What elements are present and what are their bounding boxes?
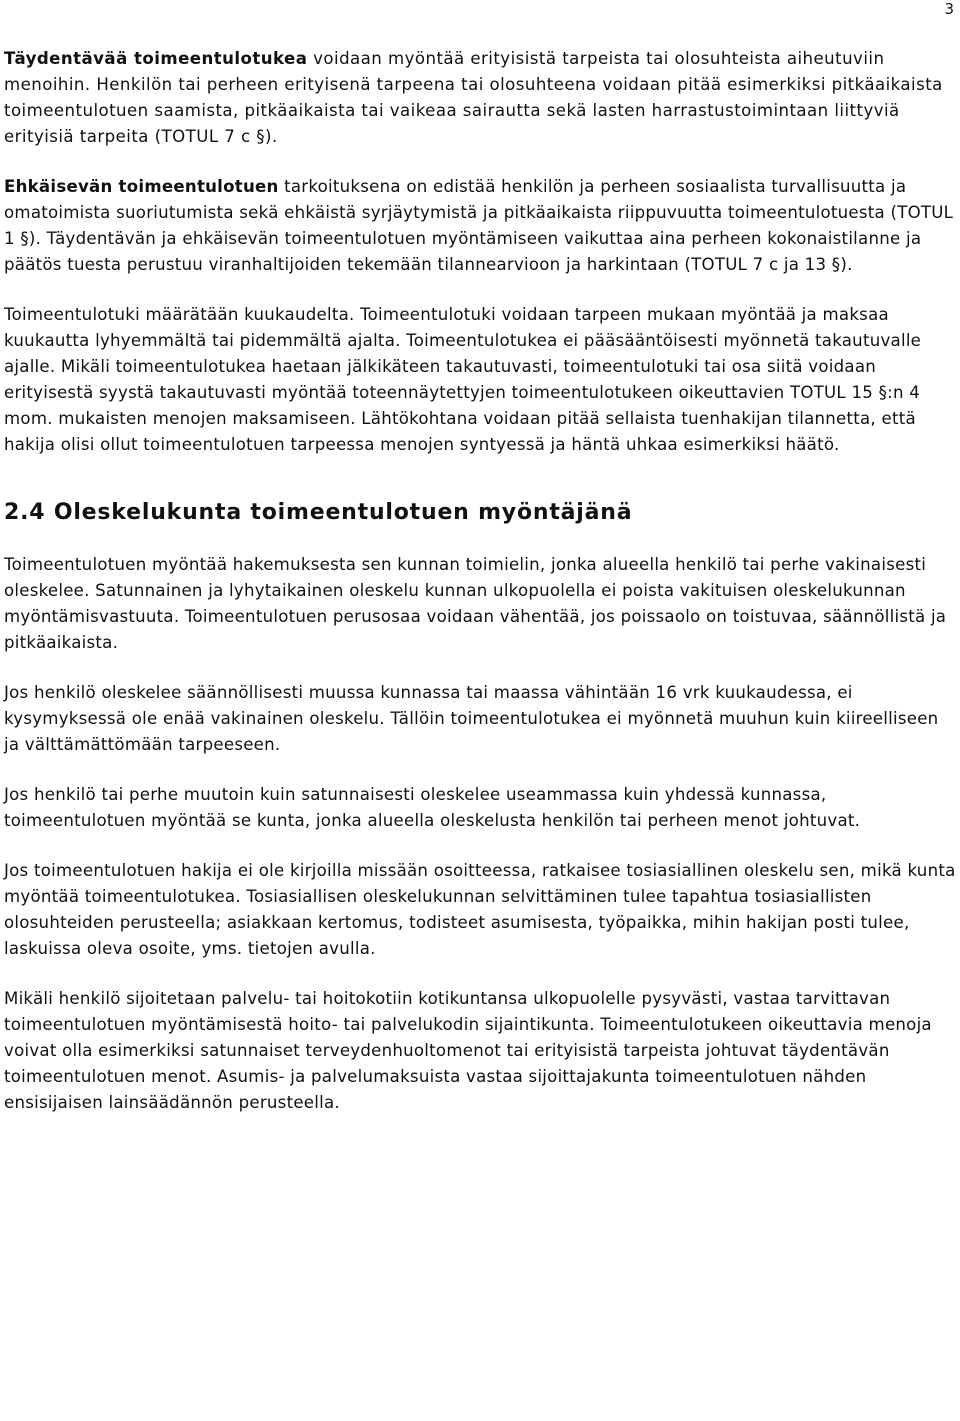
- term-preventive-support: Ehkäisevän toimeentulotuen: [4, 177, 279, 196]
- paragraph-support-period: Toimeentulotuki määrätään kuukaudelta. Toimeentulotuki voidaan tarpeen mukaan myöntää ja maksaa kuukautta lyhyemmältä tai pidemmältä ajalta. Toimeentulotukea ei pääsääntöisesti myönnetä takautuvalle ajalle. Mikäli toimeentulotukea haetaan jälkikäteen takautuvasti, toimeentulotuki tai osa siitä voidaan erityisestä syystä takautuvasti myöntää toteennäytettyjen toimeentulotukeen oikeuttavien TOTUL 15 §:n 4 mom. mukaisten menojen maksamiseen. Lähtökohtana voidaan pitää sellaista tuenhakijan tilannetta, että hakija olisi ollut toimeentulotuen tarpeessa menojen syntyessä ja häntä uhkaa esimerkiksi häätö.: [4, 305, 922, 454]
- term-supplementary-support: Täydentävää toimeentulotukea: [4, 49, 308, 68]
- paragraph-regular-stay: Jos henkilö oleskelee säännöllisesti muussa kunnassa tai maassa vähintään 16 vrk kuukaudessa, ei kysymyksessä ole enää vakinainen oleskelu. Tällöin toimeentulotukea ei myönnetä muuhun kuin kiireelliseen ja välttämättömään tarpeeseen.: [4, 683, 939, 754]
- paragraph-no-address: Jos toimeentulotuen hakija ei ole kirjoilla missään osoitteessa, ratkaisee tosiasiallinen oleskelu sen, mikä kunta myöntää toimeentulotukea. Tosiasiallisen oleskelukunnan selvittäminen tulee tapahtua tosiasiallisten olosuhteiden perusteella; asiakkaan kertomus, todisteet asumisesta, työpaikka, mihin hakijan posti tulee, laskuissa oleva osoite, yms. tietojen avulla.: [4, 861, 956, 958]
- paragraph-care-home-placement: Mikäli henkilö sijoitetaan palvelu- tai hoitokotiin kotikuntansa ulkopuolelle pysyvästi, vastaa tarvittavan toimeentulotuen myöntämisestä hoito- tai palvelukodin sijaintikunta. Toimeentulotukeen oikeuttavia menoja voivat olla esimerkiksi satunnaiset terveydenhuoltomenot tai erityisistä tarpeista johtuvat täydentävän toimeentulotuen menot. Asumis- ja palvelumaksuista vastaa sijoittajakunta toimeentulotuen nähden ensisijaisen lainsäädännön perusteella.: [4, 989, 932, 1112]
- paragraph-text: tarkoituksena on edistää henkilön ja perheen sosiaalista turvallisuutta ja omatoimista suoriutumista sekä ehkäistä syrjäytymistä ja pitkäaikaista riippuvuutta toimeentulotuesta (TOTUL 1 §). Täydentävän ja ehkäisevän toimeentulotuen myöntämiseen vaikuttaa aina perheen kokonaistilanne ja päätös tuesta perustuu viranhaltijoiden tekemään tilannearvioon ja harkintaan (TOTUL 7 c ja 13 §).: [4, 177, 954, 274]
- paragraph-supplementary-support: [4, 46, 956, 150]
- page-number: 3: [944, 0, 954, 18]
- section-heading: 2.4 Oleskelukunta toimeentulotuen myöntäjänä: [4, 500, 633, 525]
- paragraph-multiple-municipalities: Jos henkilö tai perhe muutoin kuin satunnaisesti oleskelee useammassa kuin yhdessä kunnassa, toimeentulotuen myöntää se kunta, jonka alueella oleskelusta henkilön tai perheen menot johtuvat.: [4, 785, 861, 830]
- paragraph-text: voidaan myöntää erityisistä tarpeista tai olosuhteista aiheutuviin menoihin. Henkilön tai perheen erityisenä tarpeena tai olosuhteena voidaan pitää esimerkiksi pitkäaikaista toimeentulotuen saamista, pitkäaikaista tai vaikeaa sairautta sekä lasten harrastustoimintaan liittyviä erityisiä tarpeita (TOTUL 7 c §).: [4, 49, 943, 146]
- paragraph-preventive-support: [4, 174, 956, 278]
- paragraph-residence-municipality: Toimeentulotuen myöntää hakemuksesta sen kunnan toimielin, jonka alueella henkilö tai perhe vakinaisesti oleskelee. Satunnainen ja lyhytaikainen oleskelu kunnan ulkopuolella ei poista vakituisen oleskelukunnan myöntämisvastuuta. Toimeentulotuen perusosaa voidaan vähentää, jos poissaolo on toistuvaa, säännöllistä ja pitkäaikaista.: [4, 555, 947, 652]
- document-body: [4, 46, 956, 1116]
